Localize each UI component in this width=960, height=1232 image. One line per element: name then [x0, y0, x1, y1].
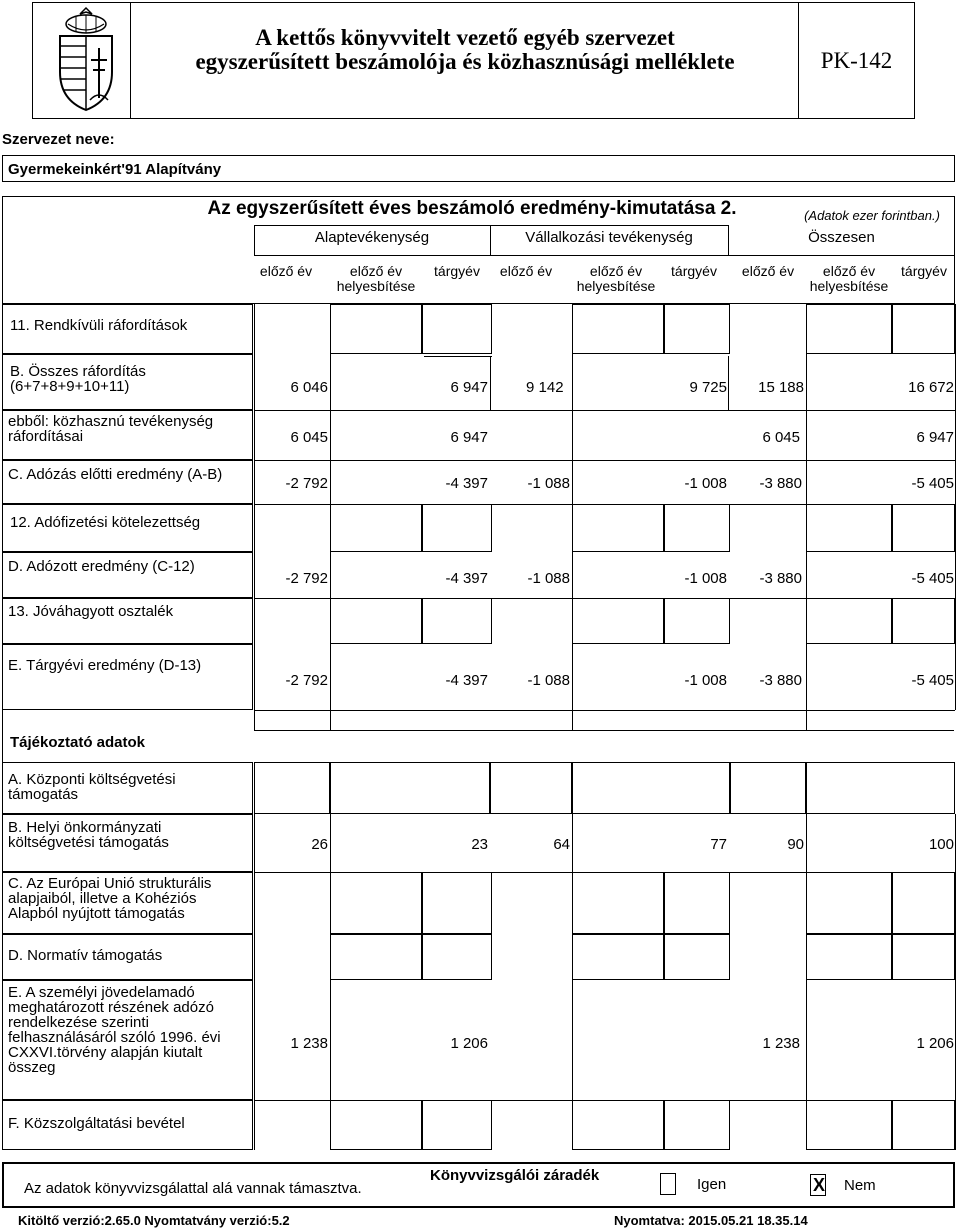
subcol-prev-business: előző év — [499, 263, 553, 279]
value-cell[interactable]: 6 046 — [290, 379, 328, 396]
cell-corr-basic[interactable] — [422, 304, 492, 354]
audit-heading: Könyvvizsgálói záradék — [430, 1167, 600, 1184]
row-label: E. A személyi jövedelamadó meghatározott részének adózó rendelkezése szerinti felhasználásáról szóló 1996. évi CXXVI.törvény alapján kiutalt összeg — [8, 984, 221, 1076]
form-code: PK-142 — [820, 48, 893, 73]
info-cell[interactable] — [730, 762, 806, 814]
audit-text: Az adatok könyvvizsgálattal alá vannak támasztva. — [24, 1180, 362, 1197]
info-cell[interactable] — [330, 872, 422, 934]
value-cell[interactable]: 6 947 — [450, 379, 488, 396]
audit-yes-checkbox[interactable] — [660, 1173, 676, 1195]
cell-corr-business[interactable] — [664, 504, 730, 552]
info-cell[interactable] — [664, 872, 730, 934]
value-cell[interactable]: 6 045 — [290, 429, 328, 446]
subcol-corr-basic: előző év helyesbítése — [336, 263, 416, 294]
value-cell[interactable]: 9 725 — [689, 379, 727, 396]
value-cell[interactable]: -2 792 — [285, 672, 328, 689]
info-cell[interactable] — [254, 762, 330, 814]
info-cell[interactable] — [806, 1100, 892, 1150]
value-cell[interactable]: -3 880 — [759, 672, 802, 689]
row-label: E. Tárgyévi eredmény (D-13) — [8, 657, 202, 674]
value-cell[interactable]: 1 238 — [290, 1035, 328, 1052]
value-cell[interactable]: -2 792 — [285, 475, 328, 492]
cell-corr-business[interactable] — [664, 304, 730, 354]
audit-no-label: Nem — [844, 1177, 876, 1194]
cell-corr-total[interactable] — [806, 598, 892, 644]
info-heading: Tájékoztató adatok — [10, 734, 146, 751]
value-cell[interactable]: 23 — [471, 836, 488, 853]
group-header-basic: Alaptevékenység — [314, 229, 430, 246]
cell-corr-basic[interactable] — [330, 598, 422, 644]
coat-of-arms-icon — [54, 6, 118, 114]
row-label: 12. Adófizetési kötelezettség — [10, 514, 201, 531]
cell-corr-total[interactable] — [806, 504, 892, 552]
value-cell[interactable]: -5 405 — [911, 570, 954, 587]
row-label: D. Normatív támogatás — [8, 947, 163, 964]
value-cell[interactable]: 16 672 — [908, 379, 954, 396]
info-cell[interactable] — [664, 1100, 730, 1150]
value-cell[interactable]: -4 397 — [445, 475, 488, 492]
row-label: C. Az Európai Unió strukturális alapjaiból, illetve a Kohéziós Alapból nyújtott támogatás — [8, 875, 212, 922]
value-cell[interactable]: -5 405 — [911, 672, 954, 689]
cell-curr-total[interactable] — [892, 304, 955, 354]
value-cell[interactable]: -2 792 — [285, 570, 328, 587]
value-cell[interactable]: 77 — [710, 836, 727, 853]
form-title-line2: egyszerűsített beszámolója és közhasznúsági melléklete — [195, 49, 735, 74]
info-cell[interactable] — [892, 934, 955, 980]
group-header-total: Összesen — [808, 229, 875, 246]
group-header-business: Vállalkozási tevékenység — [525, 229, 693, 246]
value-cell[interactable]: 6 947 — [916, 429, 954, 446]
subcol-curr-total: tárgyév — [901, 263, 947, 279]
info-cell[interactable] — [490, 762, 572, 814]
cell-curr-basic[interactable] — [422, 504, 492, 552]
subcol-prev-total: előző év — [741, 263, 795, 279]
info-cell[interactable] — [422, 934, 492, 980]
cell-corr-basic[interactable] — [330, 504, 422, 552]
footer-version: Kitöltő verzió:2.65.0 Nyomtatvány verzió:5.2 — [18, 1213, 290, 1228]
org-name-value: Gyermekeinkért'91 Alapítvány — [8, 161, 222, 178]
value-cell[interactable]: 64 — [553, 836, 570, 853]
row-label: B. Helyi önkormányzati költségvetési támogatás — [8, 819, 169, 851]
info-cell[interactable] — [572, 872, 664, 934]
org-name-label: Szervezet neve: — [2, 131, 115, 148]
info-cell[interactable] — [892, 872, 955, 934]
value-cell[interactable]: 6 045 — [762, 429, 800, 446]
check-mark-icon: X — [813, 1175, 826, 1195]
value-cell[interactable]: -1 008 — [684, 672, 727, 689]
form-title-line1: A kettős könyvvitelt vezető egyéb szervezet — [255, 25, 675, 50]
info-cell[interactable] — [892, 1100, 955, 1150]
value-cell[interactable]: 90 — [787, 836, 804, 853]
cell-curr-total[interactable] — [892, 504, 955, 552]
cell-prev-basic[interactable] — [330, 304, 422, 354]
value-cell[interactable]: -1 008 — [684, 570, 727, 587]
value-cell[interactable]: -1 088 — [527, 672, 570, 689]
cell-corr-total[interactable] — [806, 304, 892, 354]
value-cell[interactable]: -1 088 — [527, 475, 570, 492]
value-cell[interactable]: 1 238 — [762, 1035, 800, 1052]
value-cell[interactable]: 1 206 — [450, 1035, 488, 1052]
value-cell[interactable]: -1 008 — [684, 475, 727, 492]
value-cell[interactable]: -3 880 — [759, 475, 802, 492]
info-cell[interactable] — [806, 934, 892, 980]
info-cell[interactable] — [330, 762, 490, 814]
value-cell[interactable]: 9 142 — [526, 379, 564, 396]
info-cell[interactable] — [422, 872, 492, 934]
info-cell[interactable] — [330, 1100, 422, 1150]
subcol-curr-business: tárgyév — [671, 263, 717, 279]
info-cell[interactable] — [422, 1100, 492, 1150]
row-label: 13. Jóváhagyott osztalék — [8, 603, 174, 620]
value-cell[interactable]: 100 — [928, 836, 954, 853]
value-cell[interactable]: 26 — [311, 836, 328, 853]
value-cell[interactable]: -4 397 — [445, 672, 488, 689]
footer-print-date: Nyomtatva: 2015.05.21 18.35.14 — [614, 1213, 808, 1228]
value-cell[interactable]: -4 397 — [445, 570, 488, 587]
subcol-curr-basic: tárgyév — [434, 263, 480, 279]
info-cell[interactable] — [806, 872, 892, 934]
subcol-prev-basic: előző év — [259, 263, 313, 279]
row-label: 11. Rendkívüli ráfordítások — [10, 317, 188, 334]
org-name-field[interactable] — [2, 155, 955, 182]
row-label: A. Központi költségvetési támogatás — [8, 771, 176, 803]
cell-curr-total[interactable] — [892, 598, 955, 644]
subcol-corr-business: előző év helyesbítése — [576, 263, 656, 294]
value-cell[interactable]: -5 405 — [911, 475, 954, 492]
value-cell[interactable]: 15 188 — [758, 379, 804, 396]
cell-curr-business[interactable] — [572, 304, 664, 354]
row-label: ebből: közhasznú tevékenység ráfordításai — [8, 413, 214, 445]
value-cell[interactable]: 6 947 — [450, 429, 488, 446]
value-cell[interactable]: 1 206 — [916, 1035, 954, 1052]
cell-curr-business[interactable] — [572, 598, 664, 644]
info-cell[interactable] — [806, 762, 955, 814]
audit-no-checkbox[interactable] — [810, 1174, 826, 1196]
info-cell[interactable] — [664, 934, 730, 980]
info-cell[interactable] — [572, 1100, 664, 1150]
info-cell[interactable] — [572, 762, 730, 814]
value-cell[interactable]: -1 088 — [527, 570, 570, 587]
audit-yes-label: Igen — [697, 1176, 727, 1193]
cell-curr-business[interactable] — [572, 504, 664, 552]
row-label: F. Közszolgáltatási bevétel — [8, 1115, 185, 1132]
subcol-corr-total: előző év helyesbítése — [809, 263, 889, 294]
cell-curr-basic[interactable] — [422, 598, 492, 644]
row-label: C. Adózás előtti eredmény (A-B) — [8, 466, 223, 483]
info-cell[interactable] — [572, 934, 664, 980]
unit-note: (Adatok ezer forintban.) — [804, 208, 940, 223]
row-label: B. Összes ráfordítás (6+7+8+9+10+11) — [10, 363, 146, 395]
info-cell[interactable] — [330, 934, 422, 980]
statement-title: Az egyszerűsített éves beszámoló eredmény-kimutatása 2. — [207, 198, 737, 219]
row-label: D. Adózott eredmény (C-12) — [8, 558, 195, 575]
value-cell[interactable]: -3 880 — [759, 570, 802, 587]
cell-corr-business[interactable] — [664, 598, 730, 644]
